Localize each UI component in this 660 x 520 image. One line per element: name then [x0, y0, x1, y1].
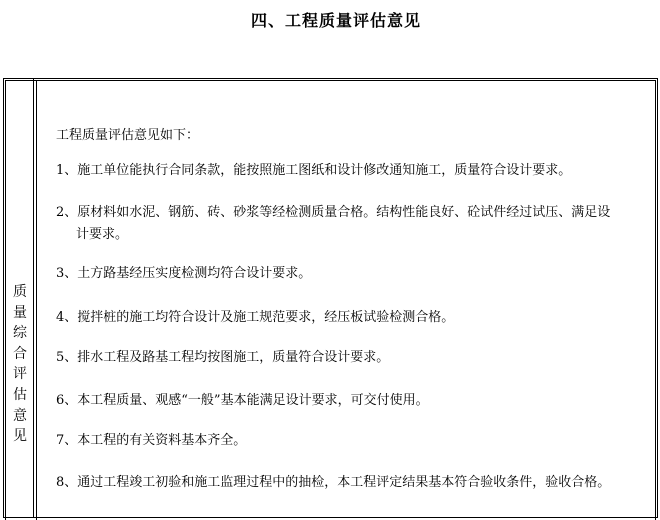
row-label-char: 估	[13, 386, 27, 403]
row-label-char: 量	[13, 304, 27, 321]
item-number: 3、	[56, 266, 78, 281]
item-text: 土方路基经压实度检测均符合设计要求。	[77, 266, 312, 281]
item-text: 本工程的有关资料基本齐全。	[77, 433, 247, 448]
column-divider-inner	[36, 80, 37, 520]
list-item	[56, 307, 654, 329]
list-item	[56, 430, 654, 452]
table-inner-border	[5, 80, 656, 520]
item-text: 原材料如水泥、钢筋、砖、砂浆等经检测质量合格。结构性能良好、砼试件经过试压、满足设	[77, 205, 611, 220]
list-item	[56, 472, 654, 494]
item-number: 2、	[56, 205, 78, 220]
item-text: 施工单位能执行合同条款，能按照施工图纸和设计修改通知施工，质量符合设计要求。	[77, 163, 572, 178]
list-item	[56, 202, 654, 246]
page-title: 四、工程质量评估意见	[250, 11, 421, 30]
intro-text: 工程质量评估意见如下：	[56, 128, 200, 143]
row-label-char: 综	[13, 325, 27, 342]
item-text: 搅拌桩的施工均符合设计及施工规范要求，经压板试验检测合格。	[77, 310, 455, 325]
row-label-quality-assessment	[8, 282, 32, 447]
row-label-char: 评	[13, 366, 27, 383]
list-item	[56, 390, 654, 412]
item-number: 7、	[56, 433, 78, 448]
list-item	[56, 347, 654, 369]
item-text: 本工程质量、观感“一般”基本能满足设计要求，可交付使用。	[77, 393, 429, 408]
list-item	[56, 263, 654, 285]
item-number: 8、	[56, 475, 78, 490]
item-text-continuation: 计要求。	[76, 227, 129, 242]
item-number: 4、	[56, 310, 78, 325]
row-label-char: 质	[13, 284, 27, 300]
item-text: 排水工程及路基工程均按图施工，质量符合设计要求。	[77, 350, 390, 365]
column-divider-outer	[33, 78, 34, 518]
item-number: 5、	[56, 350, 78, 365]
list-item	[56, 160, 654, 182]
row-label-char: 合	[13, 345, 27, 362]
row-label-char: 意	[13, 407, 27, 424]
item-number: 1、	[56, 163, 78, 178]
item-text: 通过工程竣工初验和施工监理过程中的抽检，本工程评定结果基本符合验收条件，验收合格。	[77, 475, 611, 490]
item-number: 6、	[56, 393, 78, 408]
row-label-char: 见	[13, 428, 27, 445]
